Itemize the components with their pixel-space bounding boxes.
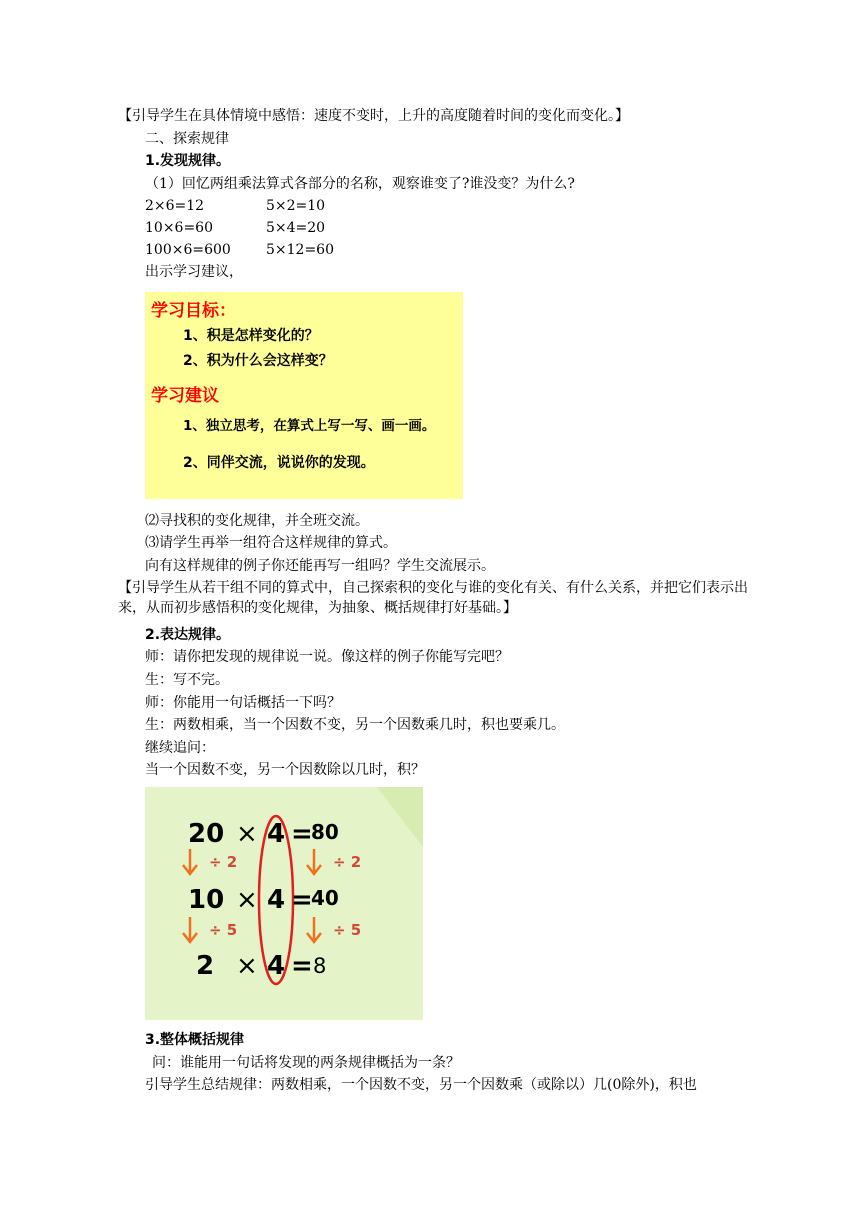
question-1: （1）回忆两组乘法算式各部分的名称，观察谁变了?谁没变？为什么? bbox=[145, 176, 575, 192]
guide-note: 【引导学生从若干组不同的算式中，自己探索积的变化与谁的变化有关、有什么关系，并把它们表示出来，从而初步感悟积的变化规律，为抽象、概括规律打好基础。】 bbox=[118, 580, 748, 616]
equals-sign: = bbox=[291, 951, 313, 981]
divisor-label: ÷ 2 bbox=[333, 853, 362, 871]
heading-discover: 1.发现规律。 bbox=[145, 153, 231, 169]
summary-line: 引导学生总结规律：两数相乘，一个因数不变，另一个因数乘（或除以）几(0除外)，积也 bbox=[145, 1077, 697, 1093]
more-examples: 向有这样规律的例子你还能再写一组吗？学生交流展示。 bbox=[145, 558, 495, 574]
factor-a: 2 bbox=[196, 951, 215, 981]
goal-item: 2、积为什么会这样变？ bbox=[183, 353, 333, 369]
heading-express: 2.表达规律。 bbox=[145, 627, 231, 643]
equals-sign: = bbox=[291, 819, 313, 849]
goal-item: 1、积是怎样变化的？ bbox=[183, 328, 319, 344]
follow-question: 当一个因数不变，另一个因数除以几时，积？ bbox=[145, 762, 425, 778]
equation: 100×6=600 bbox=[145, 242, 231, 258]
factor-b: 4 bbox=[267, 951, 286, 981]
intro-note: 【引导学生在具体情境中感悟：速度不变时，上升的高度随着时间的变化而变化。】 bbox=[118, 108, 629, 124]
equation: 10×6=60 bbox=[145, 220, 213, 236]
product: 80 bbox=[311, 820, 339, 844]
divisor-label: ÷ 5 bbox=[333, 921, 362, 939]
question-3: ⑶请学生再举一组符合这样规律的算式。 bbox=[145, 535, 397, 551]
down-arrow-icon bbox=[307, 849, 321, 874]
equation: 2×6=12 bbox=[145, 198, 205, 214]
down-arrow-icon bbox=[183, 917, 197, 942]
factor-a: 20 bbox=[188, 819, 225, 849]
question-2: ⑵寻找积的变化规律，并全班交流。 bbox=[145, 513, 369, 529]
section-title: 二、探索规律 bbox=[145, 131, 229, 147]
heading-summarize: 3.整体概括规律 bbox=[145, 1032, 245, 1048]
advice-item: 1、独立思考，在算式上写一写、画一画。 bbox=[183, 418, 436, 434]
dialogue-line: 师：请你把发现的规律说一说。像这样的例子你能写完吧？ bbox=[145, 649, 509, 665]
factor-a: 10 bbox=[188, 885, 225, 915]
product: 8 bbox=[313, 954, 327, 978]
times-sign: × bbox=[236, 819, 258, 849]
product: 40 bbox=[311, 886, 339, 910]
divisor-label: ÷ 2 bbox=[209, 853, 238, 871]
advice-title: 学习建议 bbox=[151, 386, 219, 406]
product-rule-svg bbox=[145, 787, 423, 1020]
product-rule-figure bbox=[145, 787, 423, 1020]
down-arrow-icon bbox=[183, 849, 197, 874]
equals-sign: = bbox=[291, 885, 313, 915]
equation: 5×12=60 bbox=[266, 242, 334, 258]
times-sign: × bbox=[236, 885, 258, 915]
equation: 5×2=10 bbox=[266, 198, 326, 214]
advice-item: 2、同伴交流，说说你的发现。 bbox=[183, 455, 375, 471]
factor-b: 4 bbox=[267, 885, 286, 915]
times-sign: × bbox=[236, 951, 258, 981]
goal-title: 学习目标： bbox=[151, 301, 236, 321]
learning-goals-box bbox=[145, 292, 463, 499]
show-suggestion-text: 出示学习建议， bbox=[145, 264, 243, 280]
corner-shade bbox=[377, 787, 423, 847]
dialogue-line: 生：两数相乘，当一个因数不变，另一个因数乘几时，积也要乘几。 bbox=[145, 717, 565, 733]
factor-b: 4 bbox=[267, 819, 286, 849]
divisor-label: ÷ 5 bbox=[209, 921, 238, 939]
ask-line: 问：谁能用一句话将发现的两条规律概括为一条？ bbox=[152, 1055, 460, 1071]
down-arrow-icon bbox=[307, 917, 321, 942]
equation: 5×4=20 bbox=[266, 220, 326, 236]
follow-up: 继续追问： bbox=[145, 740, 215, 756]
dialogue-line: 师：你能用一句话概括一下吗？ bbox=[145, 695, 341, 711]
dialogue-line: 生：写不完。 bbox=[145, 672, 229, 688]
